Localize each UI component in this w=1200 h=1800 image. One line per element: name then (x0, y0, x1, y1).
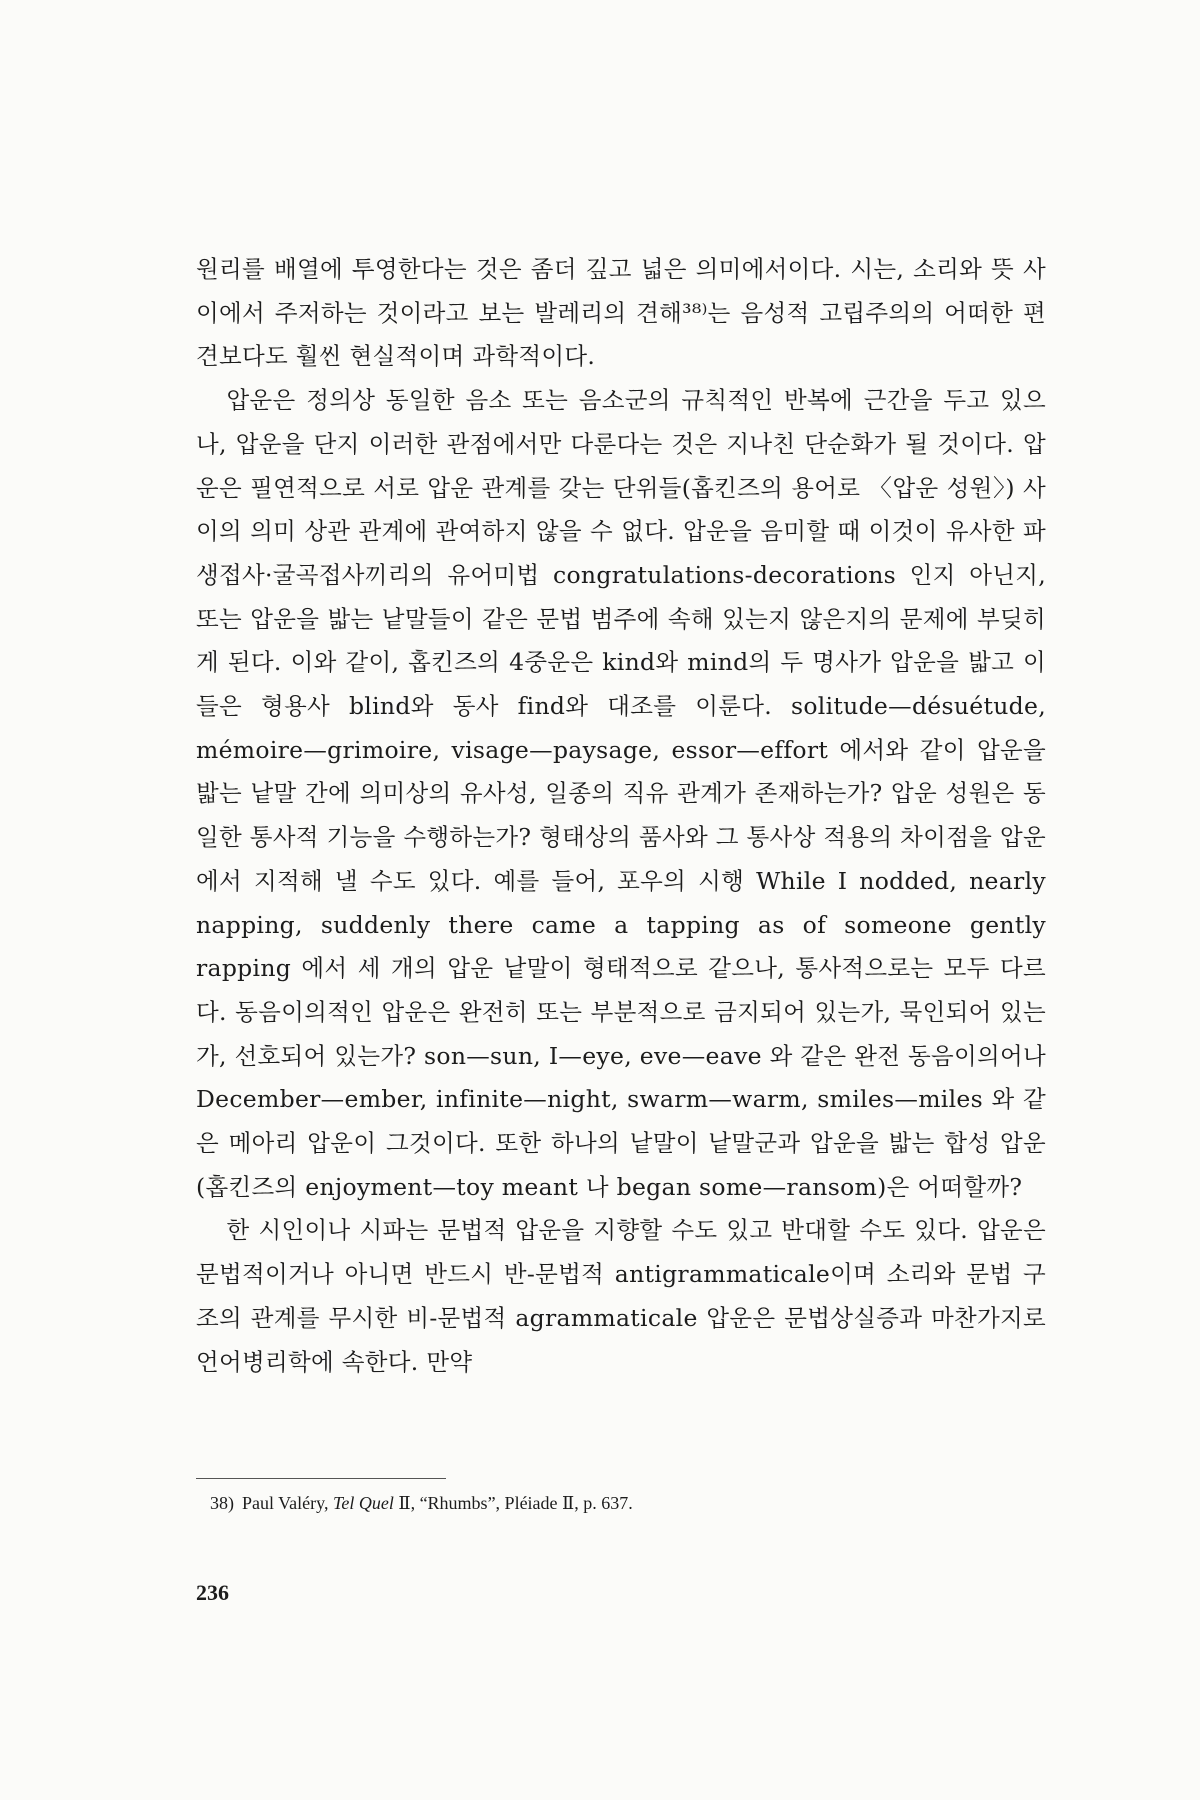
paragraph-1: 원리를 배열에 투영한다는 것은 좀더 깊고 넓은 의미에서이다. 시는, 소리와 뜻 사이에서 주저하는 것이라고 보는 발레리의 견해³⁸⁾는 음성적 고립주의의 어떠한 편견보다도 훨씬 현실적이며 과학적이다. (196, 255, 1046, 371)
paragraph-2: 압운은 정의상 동일한 음소 또는 음소군의 규칙적인 반복에 근간을 두고 있으나, 압운을 단지 이러한 관점에서만 다룬다는 것은 지나친 단순화가 될 것이다. 압운은 필연적으로 서로 압운 관계를 갖는 단위들(홉킨즈의 용어로 〈압운 성원〉) 사이의 의미 상관 관계에 관여하지 않을 수 없다. 압운을 음미할 때 이것이 유사한 파생접사·굴곡접사끼리의 유어미법 congratulations-decorations 인지 아닌지, 또는 압운을 밟는 낱말들이 같은 문법 범주에 속해 있는지 않은지의 문제에 부딪히게 된다. 이와 같이, 홉킨즈의 4중운은 kind와 mind의 두 명사가 압운을 밟고 이들은 형용사 blind와 동사 find와 대조를 이룬다. solitude—désuétude, mémoire—grimoire, visage—paysage, essor—effort 에서와 같이 압운을 밟는 낱말 간에 의미상의 유사성, 일종의 직유 관계가 존재하는가? 압운 성원은 동일한 통사적 기능을 수행하는가? 형태상의 품사와 그 통사상 적용의 차이점을 압운에서 지적해 낼 수도 있다. 예를 들어, 포우의 시행 While I nodded, nearly napping, suddenly there came a tapping as of someone gently rapping 에서 세 개의 압운 낱말이 형태적으로 같으나, 통사적으로는 모두 다르다. 동음이의적인 압운은 완전히 또는 부분적으로 금지되어 있는가, 묵인되어 있는가, 선호되어 있는가? son—sun, I—eye, eve—eave 와 같은 완전 동음이의어나 December—ember, infinite—night, swarm—warm, smiles—miles 와 같은 메아리 압운이 그것이다. 또한 하나의 낱말이 낱말군과 압운을 밟는 합성 압운(홉킨즈의 enjoyment—toy meant 나 began some—ransom)은 어떠할까? (196, 386, 1046, 1201)
footnote (210, 1490, 1030, 1516)
footnote-title: Tel Quel (332, 1493, 394, 1513)
footnote-divider (196, 1478, 446, 1479)
footnote-prefix: Paul Valéry, (242, 1493, 333, 1513)
body-text (196, 248, 1046, 1384)
page-number: 236 (196, 1580, 229, 1605)
paragraph-3: 한 시인이나 시파는 문법적 압운을 지향할 수도 있고 반대할 수도 있다. 압운은 문법적이거나 아니면 반드시 반-문법적 antigrammaticale이며 소리와 문법 구조의 관계를 무시한 비-문법적 agrammaticale 압운은 문법상실증과 마찬가지로 언어병리학에 속한다. 만약 (196, 1216, 1046, 1376)
footnote-number: 38) (210, 1493, 234, 1513)
footnote-suffix: Ⅱ, “Rhumbs”, Pléiade Ⅱ, p. 637. (393, 1493, 633, 1513)
